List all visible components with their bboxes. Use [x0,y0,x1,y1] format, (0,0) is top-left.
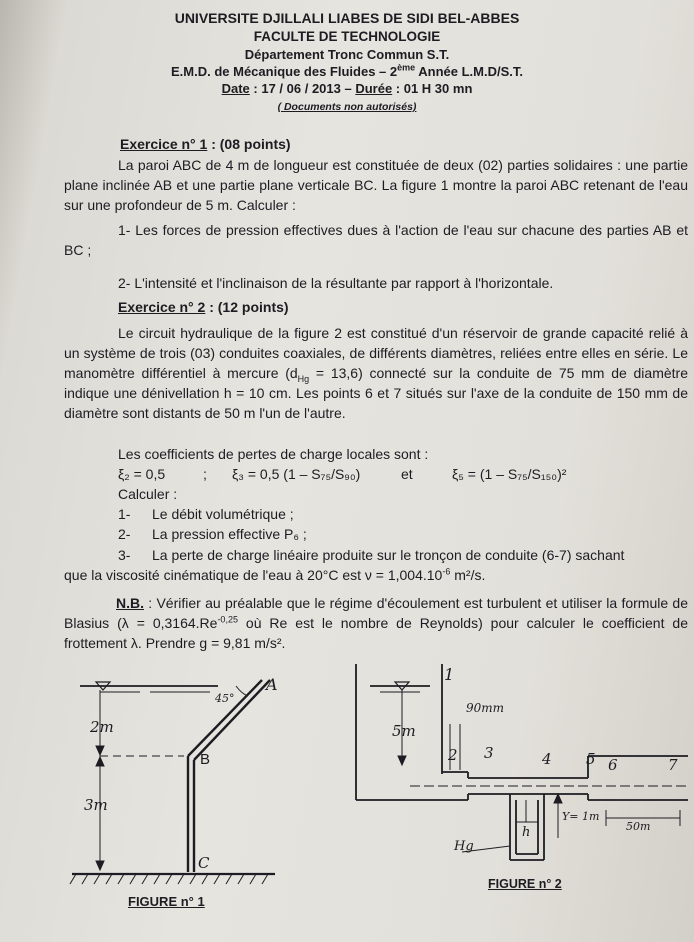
ex2-question-1: Le débit volumétrique ; [152,506,294,522]
figure-2-point-2: 2 [448,746,458,764]
ex2-xi5: ξ₅ = (1 – S₇₅/S₁₅₀)² [452,466,567,482]
figure-2-y-distance: Y= 1m [562,810,600,823]
ex2-heading: Exercice n° 2 : (12 points) [118,299,289,315]
figure-2-point-4: 4 [542,750,552,768]
figure-2-point-3: 3 [484,744,494,762]
university-name: UNIVERSITE DJILLALI LIABES DE SIDI BEL-ABBES [174,10,520,26]
ex2-q3-number: 3- [118,547,131,563]
figure-1-label-a: A [266,675,278,694]
exam-title: E.M.D. de Mécanique des Fluides – 2ème Année L.M.D/S.T. [171,62,523,79]
ex2-nb-note: N.B. : Vérifier au préalable que le régime d'écoulement est turbulent et utiliser la formule de Blasius ($\lambda = 0,3164.Re^{-0,25}$ où Re est le nombre de Reynolds) pour calculer le coefficient de frottement λ. Prendre g = 9,81 m/s². [64,595,688,651]
figure-2-h: h [522,825,531,840]
figure-2-length: 50m [626,820,651,833]
ex1-question-1: 1- Les forces de pression effectives dues à l'action de l'eau sur chacune des parties AB et BC ; [64,222,688,258]
figure-1-angle: 45° [215,692,235,705]
figure-2-caption: FIGURE n° 2 [488,877,562,891]
ex1-question-2: 2- L'intensité et l'inclinaison de la résultante par rapport à l'horizontale. [118,275,554,291]
faculty-name: FACULTE DE TECHNOLOGIE [253,29,441,44]
ex2-q2-number: 2- [118,526,131,542]
ex2-q1-number: 1- [118,506,131,522]
figure-1-dim-bottom: 3m [84,796,108,814]
ex2-xi-and: et [401,466,413,482]
ex2-xi3: ξ₃ = 0,5 (1 – S₇₅/S₉₀) [232,466,361,482]
ex2-question-3a: La perte de charge linéaire produite sur le tronçon de conduite (6-7) sachant [152,547,625,563]
figure-2-diameter: 90mm [466,701,505,715]
figure-1-label-b: B [200,751,211,768]
figure-2-point-5: 5 [586,750,596,768]
figure-2-hydraulic-circuit [350,660,690,875]
ex1-intro: La paroi ABC de 4 m de longueur est constituée de deux (02) parties solidaires : une partie plane inclinée AB et une partie plane verticale BC. La figure 1 montre la paroi ABC retenant de l'eau sur une profondeur de 5 m. Calculer : [64,157,688,213]
ex2-calculate-label: Calculer : [118,486,178,502]
documents-note: ( Documents non autorisés) [277,101,417,113]
figure-1-wall-diagram [60,660,290,920]
ex2-intro: Le circuit hydraulique de la figure 2 est constitué d'un réservoir de grande capacité relié à un système de trois (03) conduites coaxiales, de différents diamètres, reliées entre elles en série. Le manomètre différentiel à mercure $(d_{Hg} = 13,6)$ connecté sur la conduite de 75 mm de diamètre indique une dénivellation h = 10 cm. Les points 6 et 7 situés sur l'axe de la conduite de 150 mm de diamètre sont distants de 50 m l'un de l'autre. [64,325,688,421]
figure-2-point-6: 6 [608,756,618,774]
ex2-xi-separator: ; [203,466,207,482]
figure-2-point-7: 7 [668,756,678,774]
department-name: Département Tronc Commun S.T. [244,47,450,62]
ex2-question-3b: que la viscosité cinématique de l'eau à 20°C est $\nu = 1,004.10^{-6}$ m²/s. [64,566,486,583]
figure-1-label-c: C [198,854,210,872]
figure-1-caption: FIGURE n° 1 [128,894,205,909]
figure-1-dim-top: 2m [90,718,114,736]
exam-date-duration: Date : 17 / 06 / 2013 – Durée : 01 H 30 mn [221,81,473,96]
ex2-question-2: La pression effective P₆ ; [152,526,307,542]
figure-2-point-1: 1 [444,665,455,684]
figure-2-depth: 5m [392,722,416,740]
ex1-heading: Exercice n° 1 : (08 points) [120,136,291,152]
ex2-xi2: ξ₂ = 0,5 [118,466,166,482]
ex2-coefficients-label: Les coefficients de pertes de charge locales sont : [118,446,429,462]
figure-2-mercury: Hg [454,839,474,854]
